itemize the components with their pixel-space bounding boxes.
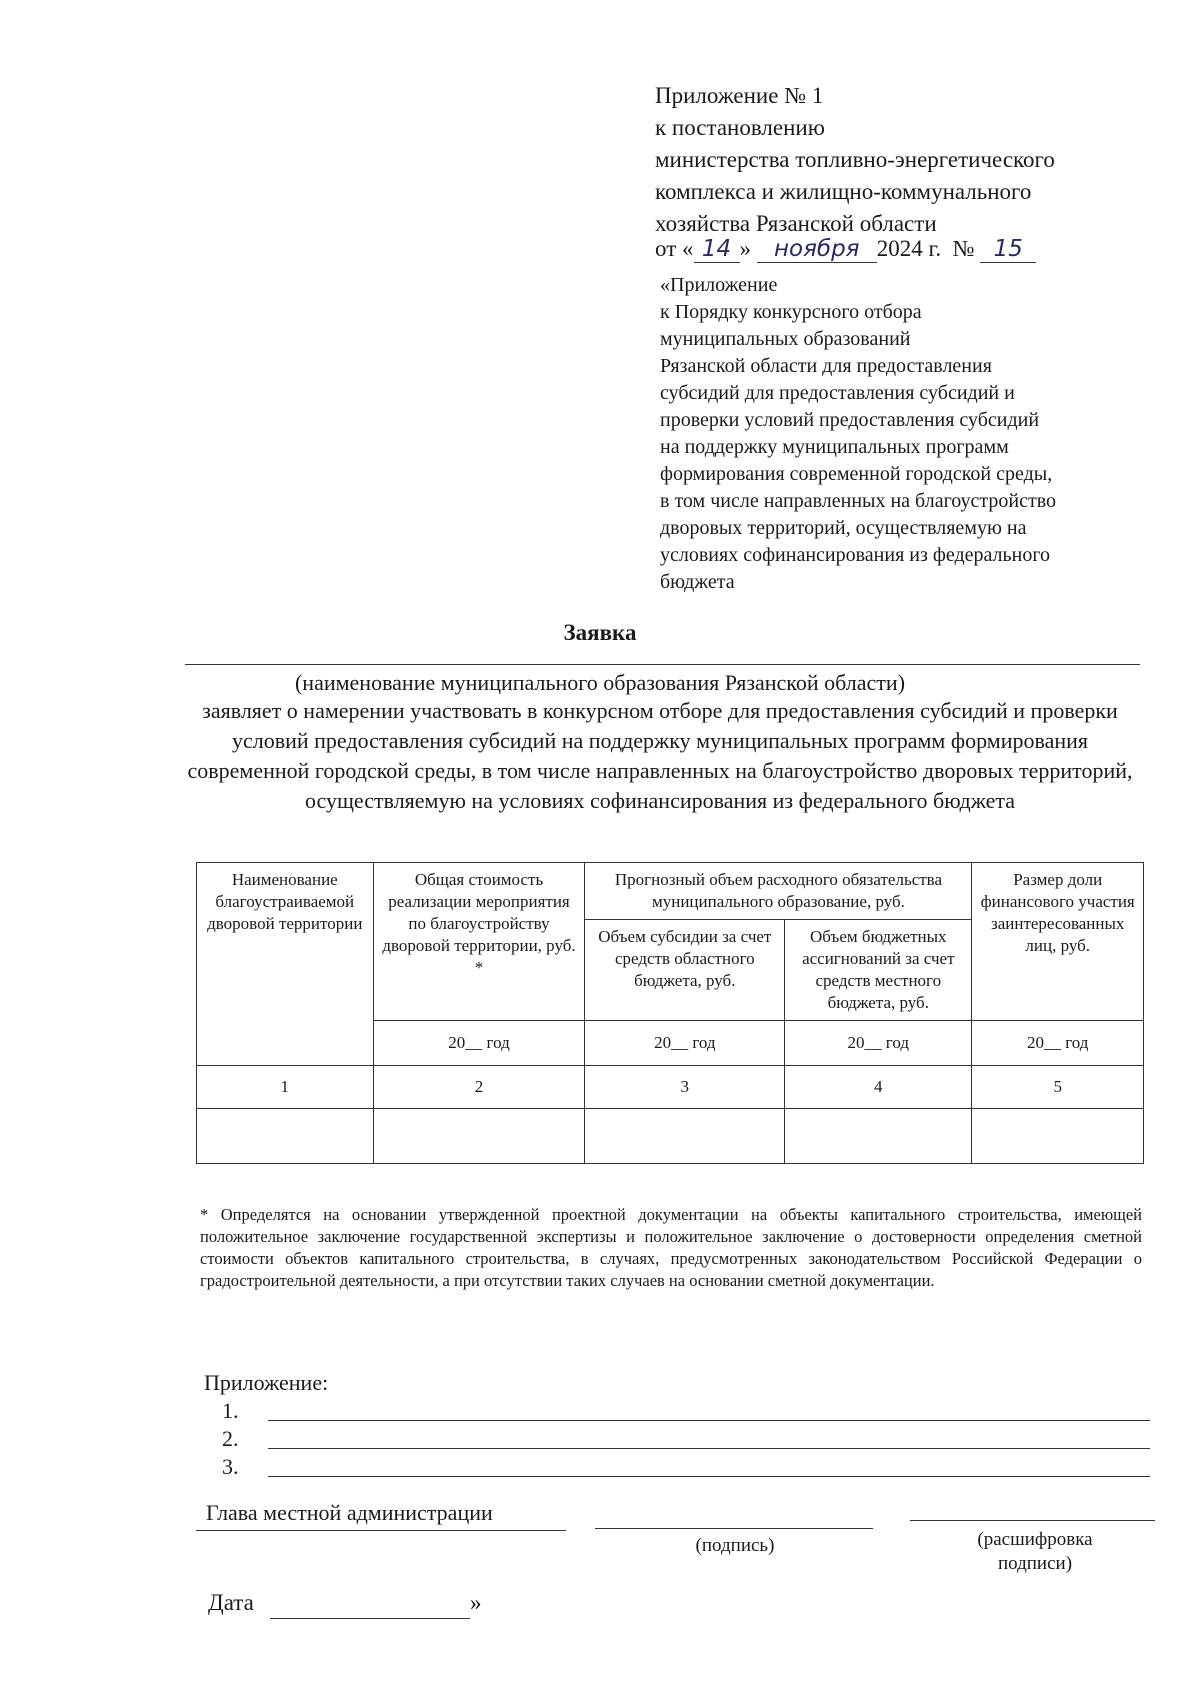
- column-number: 1: [197, 1066, 374, 1109]
- subheader-line: бюджета: [660, 571, 735, 593]
- header-line-1: Приложение № 1: [655, 83, 824, 108]
- header-stakeholder-share: Размер доли финансового участия заинтересованных лиц, руб.: [972, 863, 1144, 1021]
- column-number: 3: [585, 1066, 785, 1109]
- subheader-line: к Порядку конкурсного отбора: [660, 301, 922, 323]
- subheader-line: муниципальных образований: [660, 328, 911, 350]
- head-of-administration-label: Глава местной администрации: [206, 1500, 493, 1525]
- signature-line: [595, 1528, 873, 1529]
- subheader-line: «Приложение: [660, 274, 778, 296]
- empty-cell: [585, 1109, 785, 1164]
- subheader-line: в том числе направленных на благоустройство: [660, 490, 1057, 512]
- year-cell: 20__ год: [785, 1021, 972, 1066]
- empty-cell: [197, 1109, 374, 1164]
- date-close-quote: »: [739, 236, 751, 261]
- header-local-budget: Объем бюджетных ассигнований за счет средств местного бюджета, руб.: [785, 920, 972, 1021]
- subheader-line: на поддержку муниципальных программ: [660, 436, 1009, 458]
- attachments-label: Приложение:: [204, 1370, 329, 1395]
- signature-decode-line: [910, 1520, 1155, 1521]
- header-forecast-obligation: Прогнозный объем расходного обязательства муниципального образование, руб.: [585, 863, 972, 920]
- date-open-quote: «: [682, 236, 694, 261]
- signature-caption: (подпись): [695, 1535, 775, 1556]
- column-number: 2: [373, 1066, 585, 1109]
- empty-cell: [785, 1109, 972, 1164]
- subheader-line: условиях софинансирования из федерального: [660, 544, 1051, 566]
- header-total-cost: Общая стоимость реализации мероприятия по благоустройству дворовой территории, руб. *: [373, 863, 585, 1021]
- header-line-3: министерства топливно-энергетического: [655, 147, 1055, 172]
- column-number: 5: [972, 1066, 1144, 1109]
- resolution-number-handwritten: 15: [980, 236, 1036, 263]
- header-line-2: к постановлению: [655, 115, 825, 140]
- year-cell: 20__ год: [373, 1021, 585, 1066]
- empty-cell: [972, 1109, 1144, 1164]
- number-sign: №: [952, 236, 975, 261]
- column-number: 4: [785, 1066, 972, 1109]
- head-label-underline: [196, 1530, 566, 1531]
- header-territory-name: Наименование благоустраиваемой дворовой территории: [197, 863, 374, 1066]
- resolution-date-line: [655, 236, 1036, 263]
- subheader-line: Рязанской области для предоставления: [660, 355, 992, 377]
- attachment-line: [268, 1420, 1150, 1421]
- subheader-block: [660, 272, 1180, 596]
- header-line-4: комплекса и жилищно-коммунального: [655, 179, 1032, 204]
- header-regional-subsidy: Объем субсидии за счет средств областного бюджета, руб.: [585, 920, 785, 1021]
- subheader-line: формирования современной городской среды,: [660, 463, 1053, 485]
- subheader-line: субсидий для предоставления субсидий и: [660, 382, 1015, 404]
- decode-caption: [935, 1528, 1135, 1576]
- date-prefix: от: [655, 236, 677, 261]
- subheader-line: дворовых территорий, осуществляемую на: [660, 517, 1027, 539]
- year-cell: 20__ год: [585, 1021, 785, 1066]
- municipality-caption: (наименование муниципального образования Рязанской области): [294, 670, 906, 695]
- year-cell: 20__ год: [972, 1021, 1144, 1066]
- header-line-5: хозяйства Рязанской области: [655, 211, 937, 236]
- date-month-handwritten: ноября: [757, 236, 877, 263]
- application-table: [196, 862, 1144, 1164]
- attachment-number: 2.: [222, 1426, 239, 1451]
- date-label: Дата: [208, 1590, 254, 1615]
- attachment-line: [268, 1476, 1150, 1477]
- date-field-line: [270, 1618, 470, 1619]
- footnote: * Определятся на основании утвержденной проектной документации на объекты капитального строительства, имеющей положительное заключение государственной экспертизы и положительное заключение о достоверности определения сметной стоимости объектов капитального строительства, в случаях, предусмотренных законодательством Российской Федерации о градостроительной деятельности, а при отсутствии таких случаев на основании сметной документации.: [200, 1205, 1142, 1290]
- intro-text: заявляет о намерении участвовать в конкурсном отборе для предоставления субсидий и проверки условий предоставления субсидий на поддержку муниципальных программ формирования современной городской среды, в том числе направленных на благоустройство дворовых территорий, осуществляемую на условиях софинансирования из федерального бюджета: [187, 698, 1133, 813]
- date-year: 2024 г.: [876, 236, 942, 261]
- empty-cell: [373, 1109, 585, 1164]
- attachment-number: 1.: [222, 1398, 239, 1423]
- decode-caption-line-1: (расшифровка: [977, 1529, 1093, 1550]
- document-title: Заявка: [563, 620, 637, 645]
- date-close-quote-mark: »: [470, 1590, 482, 1615]
- decode-caption-line-2: подписи): [997, 1553, 1073, 1574]
- header-block: [655, 80, 1055, 240]
- attachment-line: [268, 1448, 1150, 1449]
- attachment-number: 3.: [222, 1454, 239, 1479]
- subheader-line: проверки условий предоставления субсидий: [660, 409, 1040, 431]
- municipality-name-line: [185, 664, 1140, 665]
- date-day-handwritten: 14: [694, 236, 740, 263]
